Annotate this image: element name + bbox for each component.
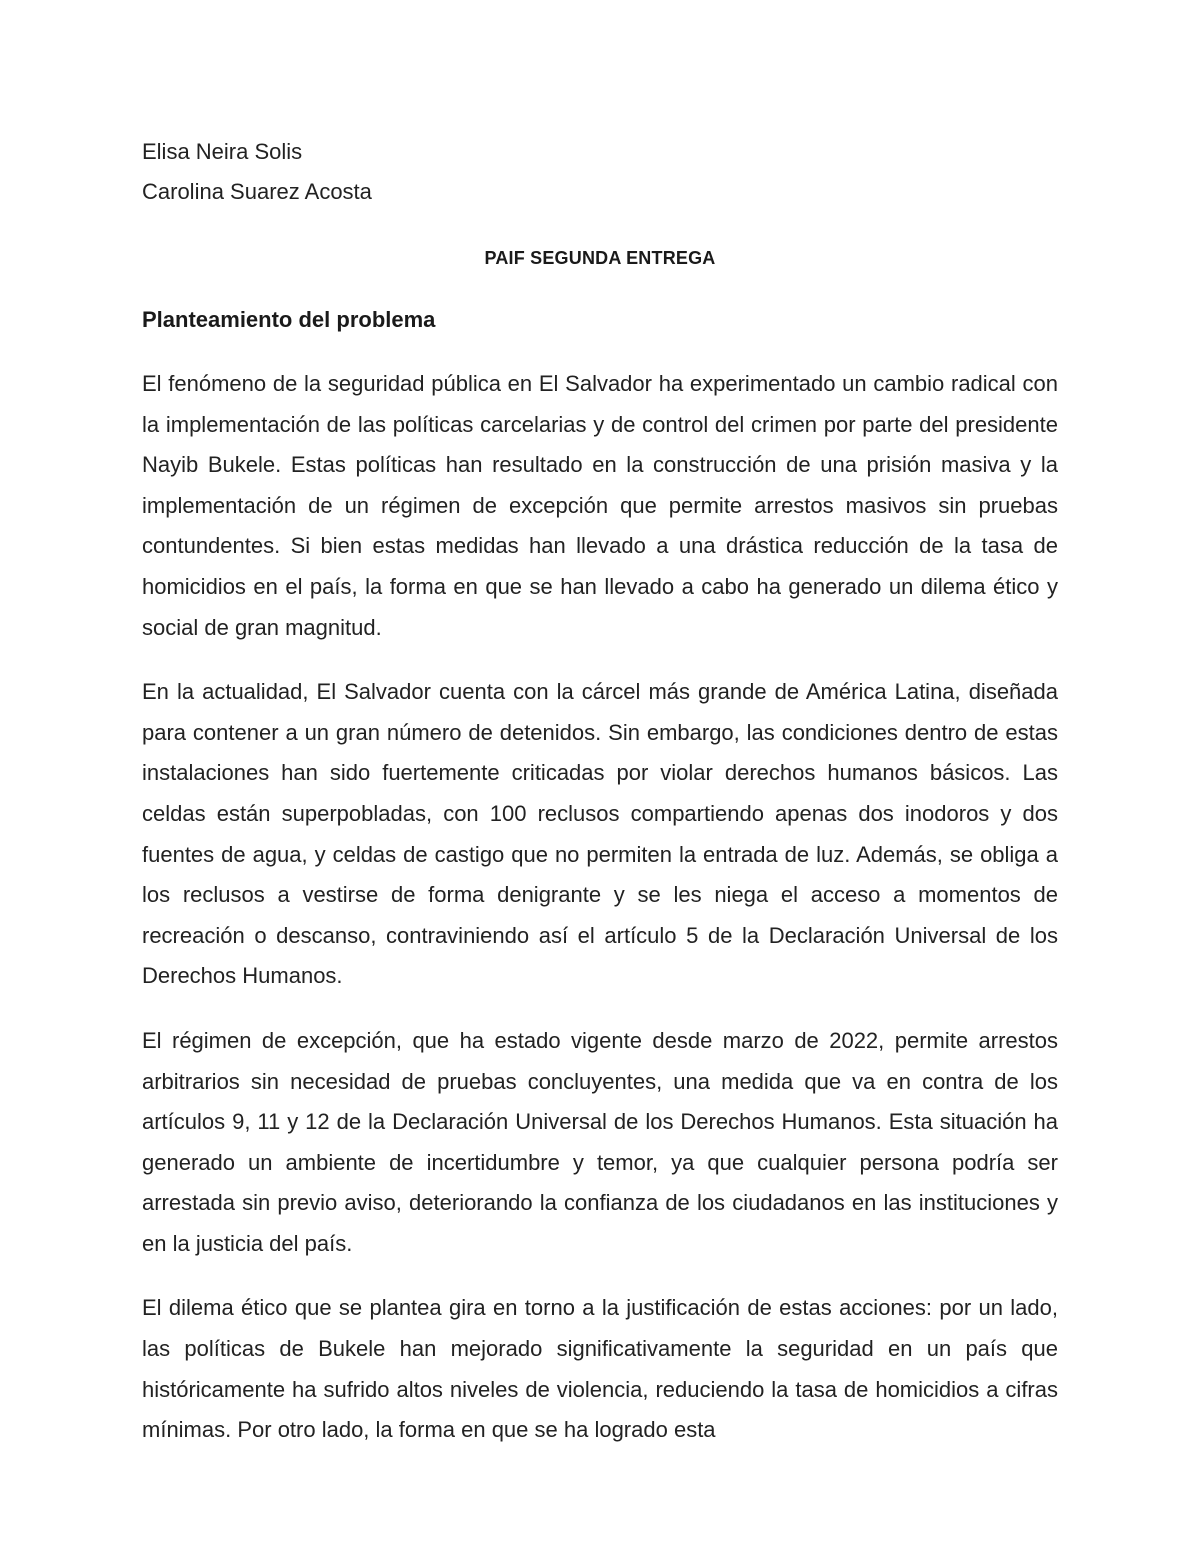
- body-paragraph: El fenómeno de la seguridad pública en El Salvador ha experimentado un cambio radical con la implementación de las políticas carcelarias y de control del crimen por parte del presidente Nayib Bukele. Estas políticas han resultado en la construcción de una prisión masiva y la implementación de un régimen de excepción que permite arrestos masivos sin pruebas contundentes. Si bien estas medidas han llevado a una drástica reducción de la tasa de homicidios en el país, la forma en que se han llevado a cabo ha generado un dilema ético y social de gran magnitud.: [142, 371, 1058, 640]
- author-name: Elisa Neira Solis: [142, 139, 303, 164]
- body-paragraph: El régimen de excepción, que ha estado vigente desde marzo de 2022, permite arrestos arbitrarios sin necesidad de pruebas concluyentes, una medida que va en contra de los artículos 9, 11 y 12 de la Declaración Universal de los Derechos Humanos. Esta situación ha generado un ambiente de incertidumbre y temor, ya que cualquier persona podría ser arrestada sin previo aviso, deteriorando la confianza de los ciudadanos en las instituciones y en la justicia del país.: [142, 1027, 1058, 1256]
- body-paragraph: El dilema ético que se plantea gira en torno a la justificación de estas acciones: por un lado, las políticas de Bukele han mejorado significativamente la seguridad en un país que históricamente ha sufrido altos niveles de violencia, reduciendo la tasa de homicidios a cifras mínimas. Por otro lado, la forma en que se ha logrado esta: [142, 1295, 1058, 1443]
- author-name: Carolina Suarez Acosta: [142, 179, 372, 204]
- document-title: PAIF SEGUNDA ENTREGA: [484, 248, 716, 268]
- body-paragraph: En la actualidad, El Salvador cuenta con la cárcel más grande de América Latina, diseñada para contener a un gran número de detenidos. Sin embargo, las condiciones dentro de estas instalaciones han sido fuertemente criticadas por violar derechos humanos básicos. Las celdas están superpobladas, con 100 reclusos compartiendo apenas dos inodoros y dos fuentes de agua, y celdas de castigo que no permiten la entrada de luz. Además, se obliga a los reclusos a vestirse de forma denigrante y se les niega el acceso a momentos de recreación o descanso, contraviniendo así el artículo 5 de la Declaración Universal de los Derechos Humanos.: [142, 679, 1058, 989]
- document-body: [142, 132, 1058, 1451]
- section-heading: Planteamiento del problema: [142, 307, 436, 332]
